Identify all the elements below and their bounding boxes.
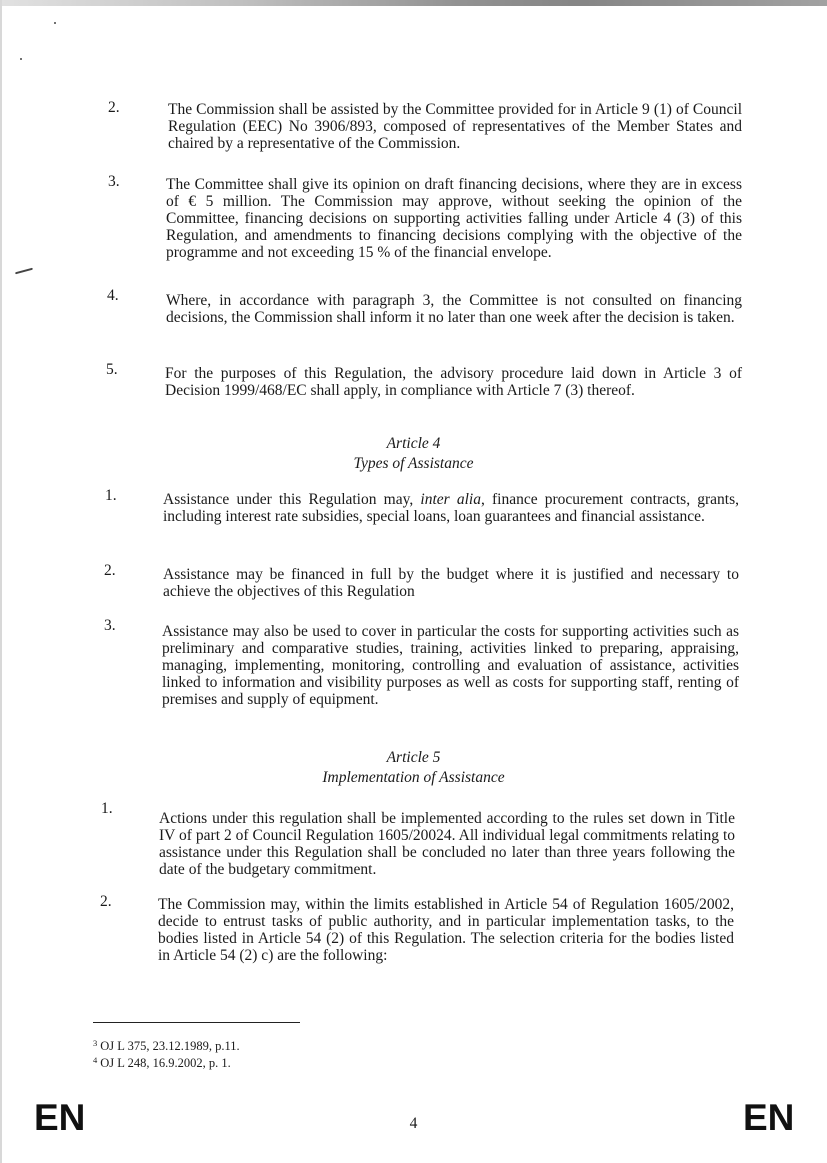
article5-paragraph-2: The Commission may, within the limits established in Article 54 of Regulation 1605/2002, decide to entrust tasks of public authority, and in particular implementation tasks, to the bodies listed in Article 54 (2) of this Regulation. The selection criteria for the bodies listed in Article 54 (2) c) are the following: [158,896,734,964]
scan-artifact-top [0,0,827,6]
footnote: $^3$ OJ L 375, 23.12.1989, p.11. [93,1038,240,1053]
scan-speck [15,268,33,275]
language-mark-left: EN [34,1097,86,1138]
article3-paragraph-4: Where, in accordance with paragraph 3, the Committee is not consulted on financing decisions, the Commission shall inform it no later than one week after the decision is taken. [166,292,742,326]
article3-paragraph-3: The Committee shall give its opinion on draft financing decisions, where they are in excess of € 5 million. The Commission may approve, without seeking the opinion of the Committee, financing decisions on supporting activities falling under Article 4 (3) of this Regulation, and amendments to financing decisions complying with the objective of the programme and not exceeding 15 % of the financial envelope. [166,176,742,261]
article-subheading: Implementation of Assistance [322,769,505,786]
paragraph-number: 5. [106,361,118,378]
scan-speck [54,22,56,24]
paragraph-number: 2. [108,99,120,116]
article4-paragraph-3: Assistance may also be used to cover in particular the costs for supporting activities such as preliminary and comparative studies, training, activities linked to preparing, appraising, managing, implementing, monitoring, controlling and evaluation of assistance, activities linked to information and visibility purposes as well as costs for supporting staff, renting of premises and supply of equipment. [162,623,739,708]
scan-artifact-left [0,0,2,1163]
paragraph-number: 3. [104,617,116,634]
paragraph-number: 3. [108,173,120,190]
article-heading: Article 5 [386,749,441,766]
language-mark-right: EN [743,1097,795,1138]
article5-paragraph-1: Actions under this regulation shall be implemented according to the rules set down in Title IV of part 2 of Council Regulation 1605/20024. All individual legal commitments relating to assistance under this Regulation shall be concluded no later than three years following the date of the budgetary commitment. [159,810,735,878]
paragraph-number: 2. [104,562,116,579]
footnote-divider [93,1022,300,1023]
paragraph-number: 1. [101,800,113,817]
article4-paragraph-1: Assistance under this Regulation may, inter alia, finance procurement contracts, grants, including interest rate subsidies, special loans, loan guarantees and financial assistance. [163,491,739,525]
scan-speck [20,58,22,60]
article-subheading: Types of Assistance [353,455,474,472]
article-heading: Article 4 [386,435,441,452]
footnote: $^4$ OJ L 248, 16.9.2002, p. 1. [93,1055,231,1070]
paragraph-number: 1. [105,487,117,504]
paragraph-number: 2. [100,893,112,910]
article4-paragraph-2: Assistance may be financed in full by the budget where it is justified and necessary to achieve the objectives of this Regulation [163,566,739,600]
paragraph-number: 4. [107,287,119,304]
article3-paragraph-2: The Commission shall be assisted by the Committee provided for in Article 9 (1) of Council Regulation (EEC) No 3906/893, composed of representatives of the Member States and chaired by a representative of the Commission. [168,101,742,152]
article3-paragraph-5: For the purposes of this Regulation, the advisory procedure laid down in Article 3 of Decision 1999/468/EC shall apply, in compliance with Article 7 (3) thereof. [165,365,742,399]
page-number: 4 [409,1115,418,1132]
